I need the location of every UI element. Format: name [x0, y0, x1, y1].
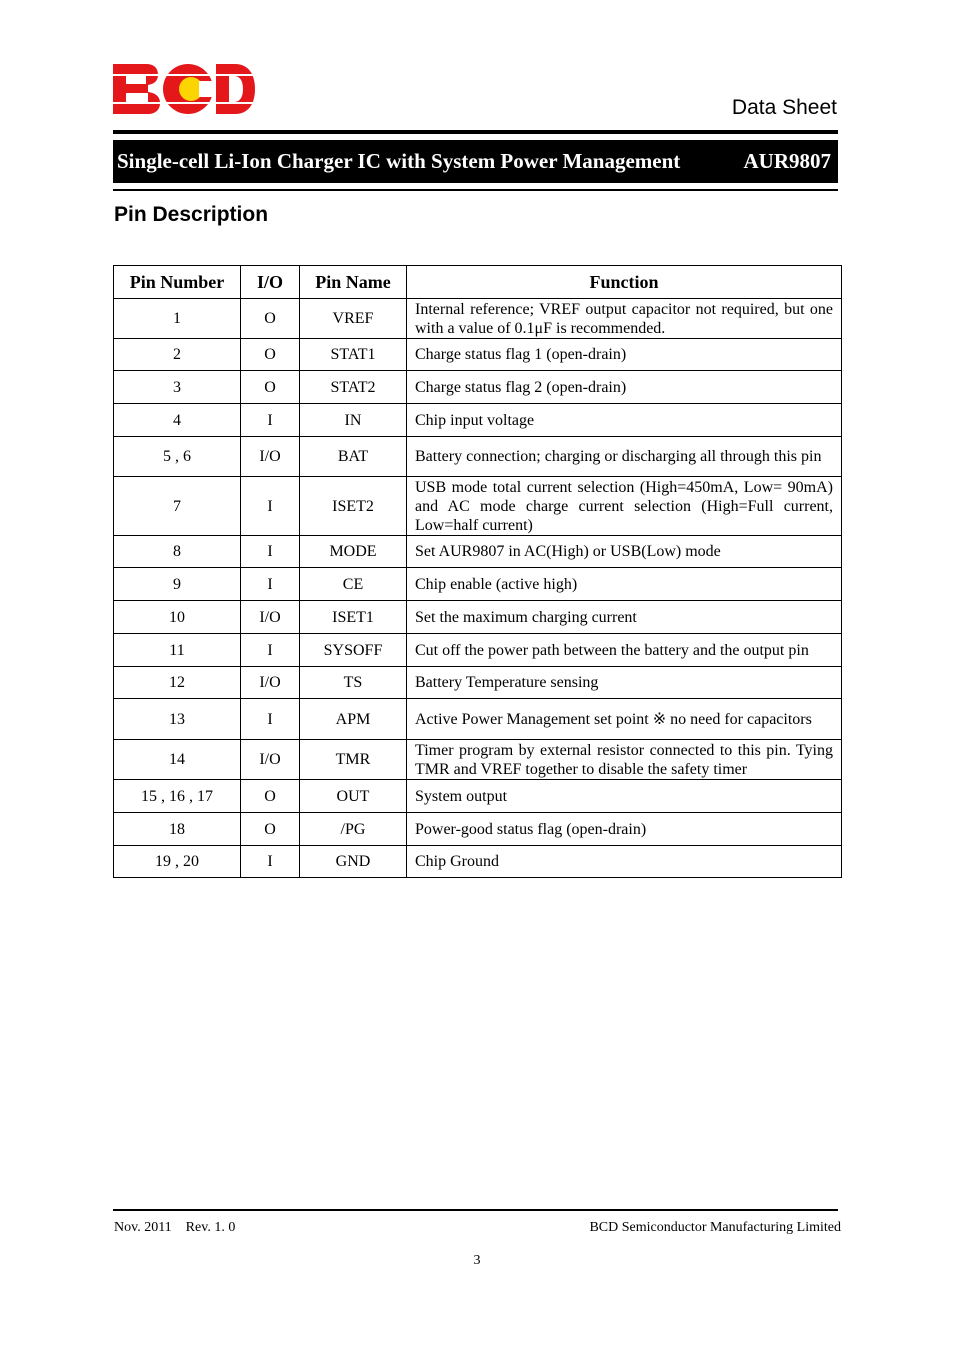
pin-name-cell: GND — [300, 846, 407, 878]
function-cell: Charge status flag 2 (open-drain) — [407, 371, 842, 404]
table-row — [114, 634, 842, 667]
pin-number-cell: 11 — [114, 634, 241, 667]
function-cell: Timer program by external resistor connected to this pin. Tying TMR and VREF together to disable the safety timer — [407, 740, 842, 780]
table-row — [114, 568, 842, 601]
pin-number-cell: 15 , 16 , 17 — [114, 780, 241, 813]
pin-name-cell: CE — [300, 568, 407, 601]
function-cell: Active Power Management set point ※ no need for capacitors — [407, 699, 842, 740]
function-cell: USB mode total current selection (High=450mA, Low= 90mA) and AC mode charge current selection (High=Full current, Low=half current) — [407, 477, 842, 536]
table-row — [114, 339, 842, 371]
pin-name-cell: BAT — [300, 437, 407, 477]
table-row — [114, 299, 842, 339]
table-row — [114, 477, 842, 536]
pin-name-cell: ISET1 — [300, 601, 407, 634]
pin-number-cell: 5 , 6 — [114, 437, 241, 477]
section-title: Pin Description — [114, 203, 269, 226]
function-cell: Charge status flag 1 (open-drain) — [407, 339, 842, 371]
table-row — [114, 371, 842, 404]
pin-name-cell: TMR — [300, 740, 407, 780]
io-cell: I/O — [241, 740, 300, 780]
pin-number-cell: 2 — [114, 339, 241, 371]
io-cell: I — [241, 699, 300, 740]
pin-name-cell: OUT — [300, 780, 407, 813]
col-header-pin-name: Pin Name — [300, 266, 407, 299]
table-header-row — [114, 266, 842, 299]
io-cell: I/O — [241, 667, 300, 699]
pin-number-cell: 3 — [114, 371, 241, 404]
table-row — [114, 437, 842, 477]
table-row — [114, 780, 842, 813]
title-underline — [113, 189, 838, 191]
pin-number-cell: 1 — [114, 299, 241, 339]
title-bar — [113, 140, 838, 183]
pin-number-cell: 8 — [114, 536, 241, 568]
bcd-logo — [113, 64, 255, 114]
pin-name-cell: VREF — [300, 299, 407, 339]
col-header-pin-number: Pin Number — [114, 266, 241, 299]
table-row — [114, 404, 842, 437]
pin-number-cell: 19 , 20 — [114, 846, 241, 878]
pin-name-cell: /PG — [300, 813, 407, 846]
io-cell: I — [241, 404, 300, 437]
pin-number-cell: 14 — [114, 740, 241, 780]
function-cell: Battery Temperature sensing — [407, 667, 842, 699]
io-cell: I — [241, 568, 300, 601]
page-number: 3 — [473, 1253, 481, 1268]
footer-rule — [113, 1209, 838, 1211]
function-cell: Power-good status flag (open-drain) — [407, 813, 842, 846]
table-row — [114, 846, 842, 878]
pin-number-cell: 18 — [114, 813, 241, 846]
footer-company: BCD Semiconductor Manufacturing Limited — [589, 1220, 841, 1235]
product-title: Single-cell Li-Ion Charger IC with System Power Management — [117, 149, 681, 173]
table-row — [114, 601, 842, 634]
part-number: AUR9807 — [743, 149, 831, 173]
bcd-logo-graphic — [113, 64, 255, 114]
table-row — [114, 813, 842, 846]
header-rule — [113, 130, 838, 134]
pin-number-cell: 10 — [114, 601, 241, 634]
function-cell: Chip input voltage — [407, 404, 842, 437]
pin-description-table — [113, 265, 842, 878]
pin-name-cell: STAT2 — [300, 371, 407, 404]
pin-name-cell: APM — [300, 699, 407, 740]
pin-name-cell: SYSOFF — [300, 634, 407, 667]
io-cell: O — [241, 371, 300, 404]
col-header-function: Function — [407, 266, 842, 299]
table-row — [114, 740, 842, 780]
pin-number-cell: 7 — [114, 477, 241, 536]
io-cell: O — [241, 780, 300, 813]
pin-name-cell: MODE — [300, 536, 407, 568]
io-cell: I — [241, 536, 300, 568]
doc-type-label: Data Sheet — [731, 96, 837, 119]
pin-number-cell: 4 — [114, 404, 241, 437]
pin-name-cell: IN — [300, 404, 407, 437]
pin-number-cell: 13 — [114, 699, 241, 740]
pin-name-cell: STAT1 — [300, 339, 407, 371]
function-cell: Battery connection; charging or discharging all through this pin — [407, 437, 842, 477]
pin-name-cell: ISET2 — [300, 477, 407, 536]
function-cell: System output — [407, 780, 842, 813]
io-cell: I/O — [241, 437, 300, 477]
io-cell: I — [241, 634, 300, 667]
footer-date-revision: Nov. 2011 Rev. 1. 0 — [114, 1220, 236, 1235]
io-cell: O — [241, 299, 300, 339]
io-cell: I/O — [241, 601, 300, 634]
function-cell: Set AUR9807 in AC(High) or USB(Low) mode — [407, 536, 842, 568]
function-cell: Cut off the power path between the battery and the output pin — [407, 634, 842, 667]
pin-name-cell: TS — [300, 667, 407, 699]
pin-number-cell: 12 — [114, 667, 241, 699]
io-cell: O — [241, 813, 300, 846]
function-cell: Set the maximum charging current — [407, 601, 842, 634]
function-cell: Internal reference; VREF output capacitor not required, but one with a value of 0.1μF is recommended. — [407, 299, 842, 339]
table-row — [114, 667, 842, 699]
col-header-io: I/O — [241, 266, 300, 299]
io-cell: O — [241, 339, 300, 371]
pin-number-cell: 9 — [114, 568, 241, 601]
io-cell: I — [241, 846, 300, 878]
table-row — [114, 536, 842, 568]
io-cell: I — [241, 477, 300, 536]
function-cell: Chip enable (active high) — [407, 568, 842, 601]
table-row — [114, 699, 842, 740]
function-cell: Chip Ground — [407, 846, 842, 878]
